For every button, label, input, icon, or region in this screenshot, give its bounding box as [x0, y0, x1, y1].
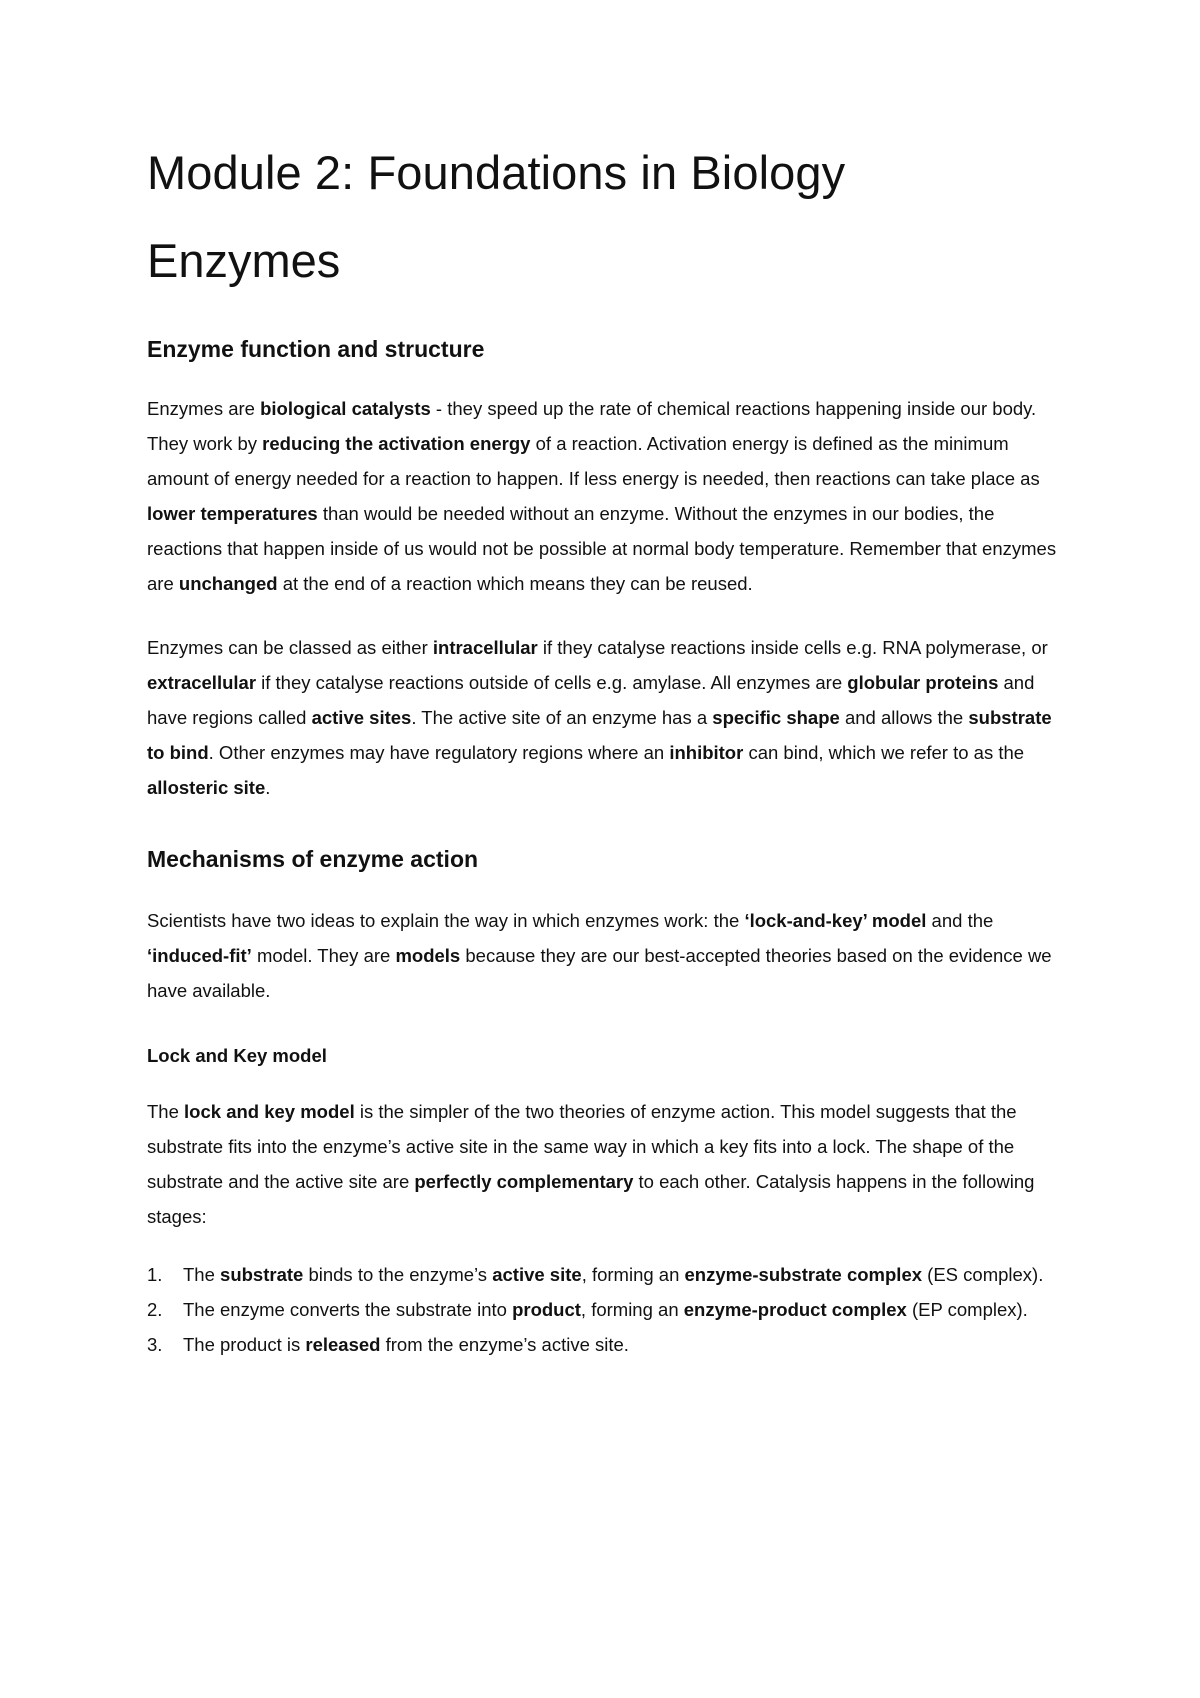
list-item: 2. The enzyme converts the substrate into product, forming an enzyme-product complex (EP complex).	[147, 1292, 1067, 1327]
document-content	[147, 145, 1067, 1362]
page-title: Module 2: Foundations in Biology	[147, 146, 846, 199]
list-item-number: 3.	[147, 1334, 163, 1355]
list-item: 3. The product is released from the enzyme’s active site.	[147, 1327, 1067, 1362]
section-heading-mechanisms: Mechanisms of enzyme action	[147, 846, 479, 872]
catalysis-steps-list	[147, 1257, 1067, 1362]
list-item-number: 1.	[147, 1264, 163, 1285]
paragraph-models-intro: Scientists have two ideas to explain the way in which enzymes work: the ‘lock-and-key’ model and the ‘induced-fit’ model. They are models because they are our best-accepted theories based on the evidence we have available.	[147, 910, 1052, 1001]
page-subtitle: Enzymes	[147, 234, 341, 287]
section-heading-function-structure: Enzyme function and structure	[147, 336, 485, 362]
paragraph-enzyme-catalysts: Enzymes are biological catalysts - they speed up the rate of chemical reactions happening inside our body. They work by reducing the activation energy of a reaction. Activation energy is defined as the minimum amount of energy needed for a reaction to happen. If less energy is needed, then reactions can take place as lower temperatures than would be needed without an enzyme. Without the enzymes in our bodies, the reactions that happen inside of us would not be possible at normal body temperature. Remember that enzymes are unchanged at the end of a reaction which means they can be reused.	[147, 398, 1057, 594]
paragraph-lock-and-key: The lock and key model is the simpler of the two theories of enzyme action. This model suggests that the substrate fits into the enzyme’s active site in the same way in which a key fits into a lock. The shape of the substrate and the active site are perfectly complementary to each other. Catalysis happens in the following stages:	[147, 1101, 1035, 1227]
paragraph-enzyme-classes: Enzymes can be classed as either intracellular if they catalyse reactions inside cells e.g. RNA polymerase, or extracellular if they catalyse reactions outside of cells e.g. amylase. All enzymes are globular proteins and have regions called active sites. The active site of an enzyme has a specific shape and allows the substrate to bind. Other enzymes may have regulatory regions where an inhibitor can bind, which we refer to as the allosteric site.	[147, 637, 1052, 798]
subheading-lock-and-key: Lock and Key model	[147, 1045, 327, 1066]
list-item-number: 2.	[147, 1299, 163, 1320]
list-item: 1. The substrate binds to the enzyme’s active site, forming an enzyme-substrate complex (ES complex).	[147, 1257, 1067, 1292]
